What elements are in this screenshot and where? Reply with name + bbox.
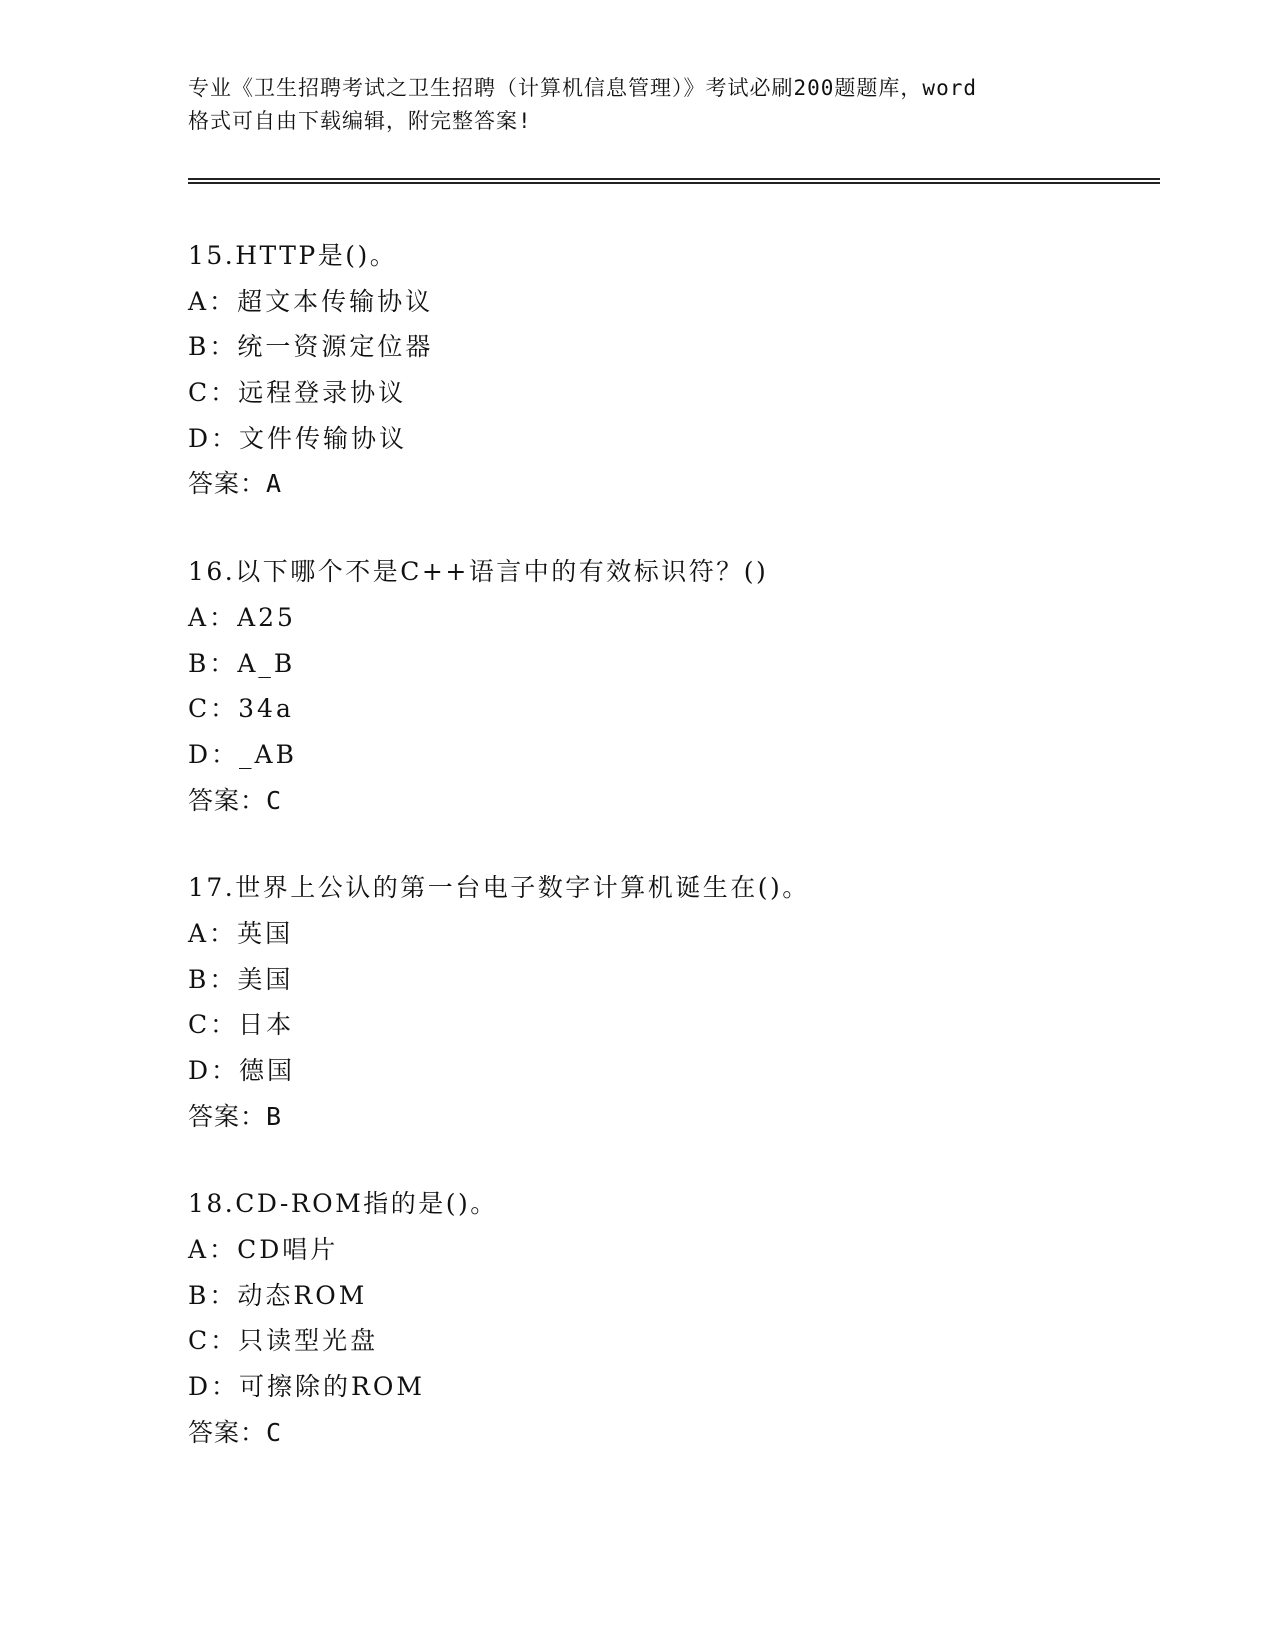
option-key: D： bbox=[188, 1056, 240, 1085]
question-stem: 16.以下哪个不是C++语言中的有效标识符？() bbox=[188, 557, 769, 587]
header-title-line-1: 专业《卫生招聘考试之卫生招聘（计算机信息管理）》考试必刷200题题库，word bbox=[188, 76, 977, 100]
option-text: 统一资源定位器 bbox=[237, 332, 434, 362]
option-key: C： bbox=[188, 378, 239, 408]
option-text: 动态ROM bbox=[237, 1280, 368, 1310]
option-text: 可擦除的ROM bbox=[239, 1372, 425, 1402]
document-header bbox=[188, 72, 1088, 138]
option-b bbox=[188, 957, 1168, 1003]
option-key: B： bbox=[188, 964, 238, 994]
header-divider bbox=[188, 178, 1160, 184]
option-text: 超文本传输协议 bbox=[237, 286, 434, 316]
option-key: D： bbox=[188, 423, 240, 453]
option-key: C： bbox=[188, 1010, 239, 1040]
option-key: A： bbox=[188, 286, 238, 316]
option-a bbox=[188, 1227, 1168, 1273]
option-key: C： bbox=[188, 1326, 239, 1356]
option-text: 英国 bbox=[237, 918, 294, 948]
question-list bbox=[188, 233, 1168, 1498]
option-a bbox=[188, 911, 1168, 957]
question-17 bbox=[188, 865, 1168, 1139]
option-key: B： bbox=[188, 332, 238, 362]
question-stem: 15.HTTP是()。 bbox=[188, 241, 398, 270]
option-c bbox=[188, 686, 1168, 732]
question-stem: 17.世界上公认的第一台电子数字计算机诞生在()。 bbox=[188, 873, 810, 903]
option-text: 日本 bbox=[238, 1010, 295, 1040]
option-b bbox=[188, 324, 1168, 370]
option-text: A25 bbox=[237, 602, 296, 632]
option-d bbox=[188, 1048, 1168, 1094]
option-text: A_B bbox=[237, 648, 296, 678]
option-b bbox=[188, 1273, 1168, 1319]
answer-line: 答案：C bbox=[188, 785, 283, 815]
option-text: 文件传输协议 bbox=[239, 423, 408, 453]
answer-line: 答案：B bbox=[188, 1101, 283, 1131]
option-text: 只读型光盘 bbox=[238, 1326, 379, 1356]
option-text: 远程登录协议 bbox=[238, 378, 407, 408]
option-key: D： bbox=[188, 739, 240, 769]
answer-line: 答案：C bbox=[188, 1417, 283, 1447]
answer-line: 答案：A bbox=[188, 469, 283, 499]
option-c bbox=[188, 1318, 1168, 1364]
question-16 bbox=[188, 549, 1168, 823]
option-a bbox=[188, 595, 1168, 641]
option-d bbox=[188, 732, 1168, 778]
question-15 bbox=[188, 233, 1168, 507]
option-a bbox=[188, 279, 1168, 325]
option-key: C： bbox=[188, 694, 239, 724]
option-key: A： bbox=[188, 602, 238, 632]
option-key: A： bbox=[188, 1235, 238, 1265]
option-d bbox=[188, 1364, 1168, 1410]
question-18 bbox=[188, 1181, 1168, 1455]
option-b bbox=[188, 641, 1168, 687]
option-d bbox=[188, 416, 1168, 462]
option-key: B： bbox=[188, 648, 238, 678]
option-text: 德国 bbox=[239, 1056, 296, 1085]
option-text: _AB bbox=[239, 739, 297, 769]
option-text: CD唱片 bbox=[237, 1235, 339, 1265]
header-title-line-2: 格式可自由下载编辑，附完整答案! bbox=[188, 109, 532, 133]
option-key: D： bbox=[188, 1372, 240, 1402]
option-text: 34a bbox=[238, 694, 294, 724]
option-c bbox=[188, 370, 1168, 416]
question-stem: 18.CD-ROM指的是()。 bbox=[188, 1189, 498, 1219]
option-key: B： bbox=[188, 1280, 238, 1310]
option-c bbox=[188, 1002, 1168, 1048]
option-key: A： bbox=[188, 918, 238, 948]
option-text: 美国 bbox=[237, 964, 294, 994]
